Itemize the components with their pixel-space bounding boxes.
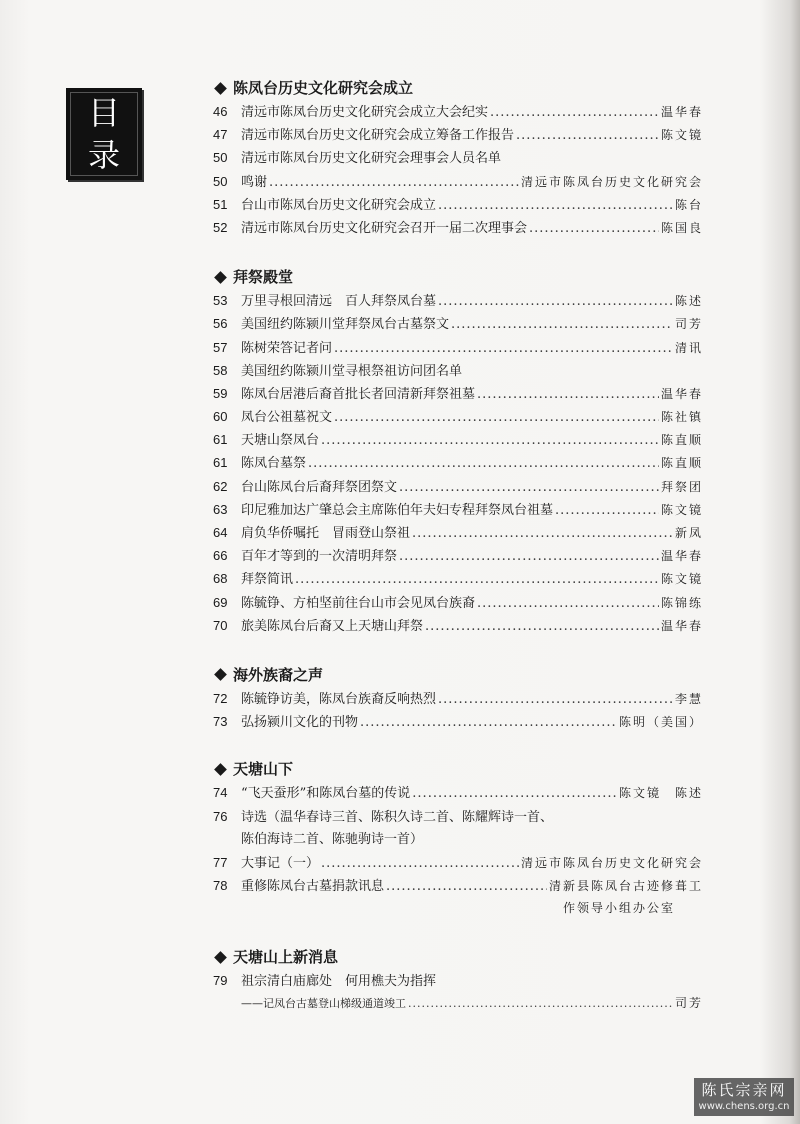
page-number: 52 xyxy=(213,219,228,235)
entry-title: 天塘山祭凤台 xyxy=(241,433,320,449)
page-number: 46 xyxy=(213,104,228,119)
entry-title: 陈凤台墓祭 xyxy=(241,456,307,472)
page-number: 50 xyxy=(213,150,228,166)
entry-title: 拜祭简讯 xyxy=(241,572,294,588)
entry-author: 司芳 xyxy=(674,996,703,1011)
entry-title: 祖宗清白庙廊处 何用樵夫为指挥 xyxy=(241,974,437,990)
entry-author: 陈文镜 xyxy=(660,572,703,587)
section-heading xyxy=(213,663,703,687)
toc-section xyxy=(213,265,703,637)
entry-subtitle: ——记凤台古墓登山梯级通道竣工 xyxy=(241,997,406,1011)
page-number: 50 xyxy=(213,173,228,189)
toc-entry[interactable] xyxy=(213,193,703,216)
leader-dots xyxy=(412,782,617,805)
leader-dots xyxy=(438,290,673,313)
toc-entry[interactable] xyxy=(213,851,703,874)
leader-dots xyxy=(477,383,659,406)
page-number: 51 xyxy=(213,196,228,212)
leader-dots xyxy=(412,522,673,545)
page-number: 69 xyxy=(213,594,228,610)
toc-entry[interactable] xyxy=(213,521,703,544)
entry-author: 陈国良 xyxy=(660,220,703,235)
toc-entry[interactable] xyxy=(213,289,703,312)
entry-title: 清远市陈凤台历史文化研究会召开一届二次理事会 xyxy=(241,220,528,236)
entry-title: 凤台公祖墓祝文 xyxy=(241,410,333,426)
toc-entry[interactable] xyxy=(213,216,703,239)
entry-author: 新凤 xyxy=(674,526,703,540)
leader-dots xyxy=(269,171,519,194)
entry-author: 陈直顺 xyxy=(660,456,703,471)
page-number: 64 xyxy=(213,525,228,540)
toc-entry[interactable] xyxy=(213,614,703,637)
entry-author: 陈述 xyxy=(674,294,703,309)
table-of-contents xyxy=(213,76,703,1016)
watermark-name: 陈氏宗亲网 xyxy=(701,1081,787,1099)
toc-section xyxy=(213,663,703,733)
entry-title: 美国纽约陈颍川堂寻根祭祖访问团名单 xyxy=(241,363,463,379)
entry-title: 肩负华侨嘱托 冒雨登山祭祖 xyxy=(241,526,411,541)
page-number: 78 xyxy=(213,878,228,894)
toc-entry[interactable] xyxy=(213,781,703,804)
page-number: 61 xyxy=(213,432,228,448)
section-heading xyxy=(213,945,703,969)
leader-dots xyxy=(425,615,659,638)
section-heading xyxy=(213,757,703,781)
leader-dots xyxy=(555,499,659,522)
entry-author: 陈直顺 xyxy=(660,433,703,448)
leader-dots xyxy=(360,711,617,734)
entry-author: 清远市陈凤台历史文化研究会 xyxy=(520,855,703,870)
entry-title: 台山市陈凤台历史文化研究会成立 xyxy=(241,197,437,213)
page-number: 77 xyxy=(213,854,228,870)
page-number: 66 xyxy=(213,548,228,564)
entry-author: 温华春 xyxy=(660,618,703,633)
section-heading xyxy=(213,76,703,100)
page-number: 68 xyxy=(213,571,228,587)
entry-title: 陈毓铮访美，陈凤台族裔反响热烈 xyxy=(241,691,437,707)
entry-title: 旅美陈凤台后裔又上天塘山拜祭 xyxy=(241,618,424,634)
watermark-url: www.chens.org.cn xyxy=(698,1101,790,1112)
toc-entry[interactable] xyxy=(213,969,703,992)
page-number: 57 xyxy=(213,339,228,355)
section-gap xyxy=(213,733,703,757)
diamond-bullet-icon xyxy=(214,669,227,682)
leader-dots xyxy=(477,592,659,615)
leader-dots xyxy=(438,194,673,217)
toc-entry[interactable] xyxy=(213,805,703,828)
entry-author: 陈文镜 xyxy=(660,502,703,517)
leader-dots xyxy=(516,124,659,147)
toc-section xyxy=(213,757,703,919)
entry-title: 清远市陈凤台历史文化研究会理事会人员名单 xyxy=(241,151,502,167)
toc-subtitle[interactable] xyxy=(213,992,703,1015)
entry-title: 重修陈凤台古墓捐款讯息 xyxy=(241,879,385,895)
diamond-bullet-icon xyxy=(214,82,227,95)
leader-dots xyxy=(295,568,659,591)
toc-entry[interactable] xyxy=(213,710,703,733)
page-number: 47 xyxy=(213,127,228,143)
section-heading xyxy=(213,265,703,289)
entry-author: 温华春 xyxy=(660,105,703,119)
entry-title: 鸣谢 xyxy=(241,174,268,190)
leader-dots xyxy=(438,688,673,711)
leader-dots xyxy=(321,852,519,875)
toc-heading-char-2: 录 xyxy=(87,136,120,174)
entry-author: 清远市陈凤台历史文化研究会 xyxy=(520,174,703,189)
leader-dots xyxy=(386,875,547,898)
entry-author: 李慧 xyxy=(674,691,703,706)
page-number: 62 xyxy=(213,478,228,494)
entry-author: 陈文镜 陈述 xyxy=(618,786,703,801)
entry-author: 清新县陈凤台古迹修葺工 xyxy=(548,879,703,894)
leader-dots xyxy=(529,217,659,240)
toc-entry[interactable] xyxy=(213,544,703,567)
toc-entry[interactable] xyxy=(213,591,703,614)
section-gap xyxy=(213,637,703,663)
entry-author: 陈锦练 xyxy=(660,595,703,610)
toc-entry[interactable] xyxy=(213,146,703,169)
toc-entry[interactable] xyxy=(213,451,703,474)
toc-entry[interactable] xyxy=(213,687,703,710)
toc-entry[interactable] xyxy=(213,382,703,405)
page-number: 79 xyxy=(213,973,228,989)
entry-title: 陈毓铮、方柏坚前往台山市会见凤台族裔 xyxy=(241,595,476,611)
entry-title: 陈凤台居港后裔首批长者回清新拜祭祖墓 xyxy=(241,386,476,402)
entry-author: 陈明（美国） xyxy=(618,715,703,730)
leader-dots xyxy=(490,101,659,124)
diamond-bullet-icon xyxy=(214,951,227,964)
entry-title: 百年才等到的一次清明拜祭 xyxy=(241,549,398,565)
page-number: 53 xyxy=(213,293,228,309)
toc-entry[interactable] xyxy=(213,312,703,335)
leader-dots xyxy=(321,429,659,452)
section-title: 陈凤台历史文化研究会成立 xyxy=(233,79,414,97)
toc-section xyxy=(213,76,703,239)
page-number: 60 xyxy=(213,409,228,425)
leader-dots xyxy=(399,476,659,499)
page-number: 73 xyxy=(213,714,228,730)
page-number: 56 xyxy=(213,316,228,332)
toc-entry[interactable] xyxy=(213,123,703,146)
toc-section xyxy=(213,945,703,1015)
entry-title: 美国纽约陈颍川堂拜祭凤台古墓祭文 xyxy=(241,317,450,333)
toc-entry[interactable] xyxy=(213,567,703,590)
entry-title-continued: 陈伯海诗二首、陈驰驹诗一首） xyxy=(241,831,424,847)
diamond-bullet-icon xyxy=(214,763,227,776)
page-number: 76 xyxy=(213,808,228,824)
page-number: 61 xyxy=(213,455,228,471)
entry-author-continued: 作领导小组办公室 xyxy=(562,901,675,916)
entry-title: 万里寻根回清远 百人拜祭凤台墓 xyxy=(241,294,437,310)
page-number: 58 xyxy=(213,362,228,378)
toc-entry[interactable] xyxy=(213,498,703,521)
entry-title: 诗选（温华春诗三首、陈积久诗二首、陈耀辉诗一首、 xyxy=(241,809,554,825)
page-number: 72 xyxy=(213,690,228,706)
entry-title: 清远市陈凤台历史文化研究会成立大会纪实 xyxy=(241,105,489,120)
leader-dots xyxy=(308,452,659,475)
toc-heading-block xyxy=(66,88,142,180)
entry-author: 陈文镜 xyxy=(660,128,703,143)
leader-dots xyxy=(334,337,673,360)
entry-title: 印尼雅加达广肇总会主席陈伯年夫妇专程拜祭凤台祖墓 xyxy=(241,502,554,518)
toc-entry[interactable] xyxy=(213,475,703,498)
toc-entry[interactable] xyxy=(213,170,703,193)
toc-heading-char-1: 目 xyxy=(87,94,120,132)
entry-author: 温华春 xyxy=(660,386,703,401)
entry-author: 陈社镇 xyxy=(660,410,703,425)
entry-title: “飞天蚕形”和陈凤台墓的传说 xyxy=(241,786,411,802)
leader-dots xyxy=(399,545,659,568)
section-gap xyxy=(213,239,703,265)
section-gap xyxy=(213,919,703,945)
section-title: 天塘山下 xyxy=(233,760,294,779)
page-number: 74 xyxy=(213,785,228,801)
entry-author: 清讯 xyxy=(674,340,703,355)
section-title: 天塘山上新消息 xyxy=(233,948,339,967)
leader-dots xyxy=(451,313,673,336)
toc-entry[interactable] xyxy=(213,100,703,123)
toc-entry[interactable] xyxy=(213,874,703,897)
entry-author: 拜祭团 xyxy=(660,479,703,494)
entry-author: 陈台 xyxy=(674,197,703,212)
entry-title: 清远市陈凤台历史文化研究会成立筹备工作报告 xyxy=(241,128,515,144)
diamond-bullet-icon xyxy=(214,271,227,284)
leader-dots xyxy=(408,992,673,1015)
page-number: 63 xyxy=(213,501,228,517)
toc-entry[interactable] xyxy=(213,359,703,382)
toc-entry[interactable] xyxy=(213,428,703,451)
entry-title: 大事记（一） xyxy=(241,855,320,871)
toc-entry[interactable] xyxy=(213,336,703,359)
entry-title: 台山陈凤台后裔拜祭团祭文 xyxy=(241,479,398,495)
section-title: 海外族裔之声 xyxy=(233,665,324,684)
leader-dots xyxy=(334,406,659,429)
entry-author: 温华春 xyxy=(660,549,703,564)
page-number: 70 xyxy=(213,617,228,633)
toc-entry[interactable] xyxy=(213,405,703,428)
entry-title: 陈树荣答记者问 xyxy=(241,340,333,356)
page-number: 59 xyxy=(213,385,228,401)
entry-author: 司芳 xyxy=(674,317,703,332)
entry-title: 弘扬颍川文化的刊物 xyxy=(241,715,359,731)
section-title: 拜祭殿堂 xyxy=(233,268,294,287)
site-watermark xyxy=(694,1078,794,1116)
